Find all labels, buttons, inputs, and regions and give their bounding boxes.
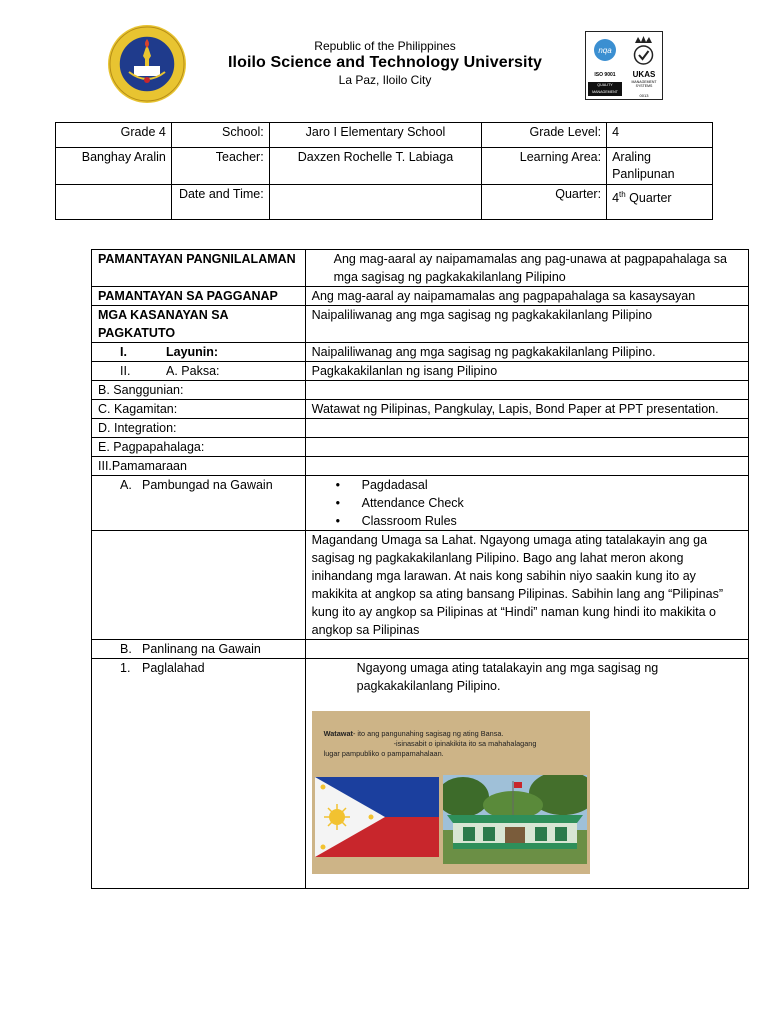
city-text: La Paz, Iloilo City [338,73,432,87]
pamantayan-pagganap-value: Ang mag-aaral ay naipamamalas ang pagpapahalaga sa kasaysayan [305,287,748,306]
date-label: Date and Time: [171,185,269,220]
paksa-number: II. [120,364,131,378]
lesson-plan-table [91,249,749,889]
republic-text: Republic of the Philippines [314,39,456,53]
quality-management-label: QUALITY MANAGEMENT [588,82,622,96]
school-label: School: [171,123,269,148]
list-item: • Classroom Rules [336,512,742,530]
quarter-value [607,185,713,220]
grade-level-value: 4 [607,123,713,148]
panlinang-row-label [92,640,306,659]
kagamitan-label: C. Kagamitan: [92,400,306,419]
banghay-cell: Banghay Aralin [56,148,172,185]
paksa-label: A. Paksa: [166,364,220,378]
quarter-suffix: th [619,190,626,199]
pambungad-number: A. [120,478,132,492]
quarter-label: Quarter: [482,185,607,220]
learning-area-label: Learning Area: [482,148,607,185]
layunin-row-label [92,343,306,362]
paglalahad-number: 1. [120,661,131,675]
panlinang-value [305,640,748,659]
management-systems-label: MANAGEMENT SYSTEMS [631,80,657,88]
slide-line3: lugar pampubliko o pampamahalaan. [323,749,444,758]
slide-line2: -isinasabit o ipinakikita ito sa mahahalagang [393,739,537,748]
paglalahad-text: Ngayong umaga ating tatalakayin ang mga sagisag ng pagkakakilanlang Pilipino. [356,661,659,693]
slide-term: Watawat [323,729,353,738]
pamamaraan-value [305,457,748,476]
slide-caption [324,729,574,759]
pamantayan-nilalaman-value: Ang mag-aaral ay naipamamalas ang pag-unawa at pagpapahalaga sa mga sagisag ng pagkakakilanlang Pilipino [305,250,748,287]
pamantayan-pagganap-label: PAMANTAYAN SA PAGGANAP [92,287,306,306]
intro-text: Magandang Umaga sa Lahat. Ngayong umaga ating tatalakayin ang ga sagisag ng pagkakakilanlang Pilipino. Bago ang lahat meron akong inihandang mga larawan. At nais kong sabihin niyo saakin kung ito ay makikita at angkop sa ating bansang Pilipinas. Sabihin lang ang “Pilipinas” kung ito ay angkop sa Pilipinas at “Hindi” naman kung hindi ito makikita o angkop sa Pilipinas [305,531,748,640]
lesson-info-table [55,122,713,220]
quarter-word: Quarter [625,191,672,206]
kagamitan-value: Watawat ng Pilipinas, Pangkulay, Lapis, Bond Paper at PPT presentation. [305,400,748,419]
ukas-label: UKAS [632,70,656,79]
paglalahad-label: Paglalahad [142,661,205,675]
layunin-label: Layunin: [166,345,219,359]
kasanayan-value: Naipaliliwanag ang mga sagisag ng pagkakakilanlang Pilipino [305,306,748,343]
paksa-row-label [92,362,306,381]
pambungad-row-label [92,476,306,531]
empty-cell [92,531,306,640]
paglalahad-row-label [92,659,306,889]
teacher-label: Teacher: [171,148,269,185]
panlinang-number: B. [120,642,132,656]
certification-badge [585,31,663,100]
pamamaraan-label: III.Pamamaraan [92,457,306,476]
school-value: Jaro I Elementary School [269,123,482,148]
pambungad-list [312,476,742,530]
layunin-number: I. [120,345,127,359]
university-seal-logo [107,24,187,104]
pagpapahalaga-value [305,438,748,457]
university-name: Iloilo Science and Technology University [228,54,542,71]
school-building-photo [443,775,587,864]
sanggunian-label: B. Sanggunian: [92,381,306,400]
list-item: • Attendance Check [336,494,742,512]
pagpapahalaga-label: E. Pagpapahalaga: [92,438,306,457]
learning-area-value: Araling Panlipunan [607,148,713,185]
letterhead [200,39,570,87]
grade-level-label: Grade Level: [482,123,607,148]
list-item: • Pagdadasal [336,476,742,494]
philippine-flag-image [315,777,439,857]
date-value [269,185,482,220]
layunin-value: Naipaliliwanag ang mga sagisag ng pagkakakilanlang Pilipino. [305,343,748,362]
empty-cell [56,185,172,220]
iso-label: ISO 9001 [594,72,616,78]
cert-number: 0013 [639,93,649,98]
pamantayan-nilalaman-label: PAMANTAYAN PANGNILALAMAN [92,250,306,287]
grade-cell: Grade 4 [56,123,172,148]
svg-text:nqa: nqa [598,46,612,55]
slide-line1: - ito ang pangunahing sagisag ng ating Bansa. [352,729,504,738]
teacher-value: Daxzen Rochelle T. Labiaga [269,148,482,185]
ukas-crown-logo [625,33,662,98]
paksa-value: Pagkakakilanlan ng isang Pilipino [305,362,748,381]
kasanayan-label: MGA KASANAYAN SA PAGKATUTO [92,306,306,343]
quarter-number: 4 [612,191,620,206]
integration-value [305,419,748,438]
pambungad-label: Pambungad na Gawain [142,478,273,492]
pambungad-items-cell [305,476,748,531]
panlinang-label: Panlinang na Gawain [142,642,261,656]
paglalahad-cell [305,659,748,889]
watawat-slide-image [312,711,590,874]
integration-label: D. Integration: [92,419,306,438]
sanggunian-value [305,381,748,400]
